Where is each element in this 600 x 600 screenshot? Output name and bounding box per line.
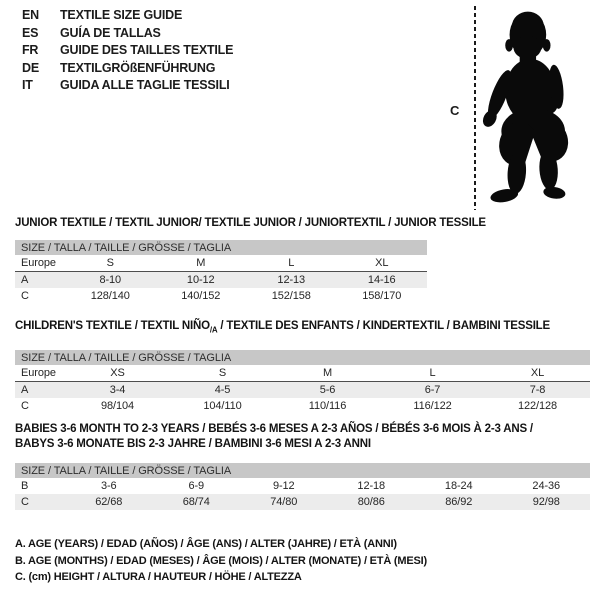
cell: 6-7 (380, 382, 485, 399)
table-row (15, 398, 590, 414)
table-row (15, 382, 590, 399)
cell: 3-4 (65, 382, 170, 399)
cell: 80/86 (328, 494, 416, 510)
cell: 110/116 (308, 400, 347, 412)
row-label: C (15, 494, 65, 510)
toddler-silhouette-icon (480, 2, 596, 214)
cell: 140/152 (181, 290, 221, 302)
cell: 6-9 (188, 480, 205, 492)
cell: 86/92 (415, 494, 503, 510)
children-table-title (15, 319, 550, 337)
cell: 68/74 (153, 494, 241, 510)
junior-table-title: JUNIOR TEXTILE / TEXTIL JUNIOR/ TEXTILE JUNIOR / JUNIORTEXTIL / JUNIOR TESSILE (15, 217, 486, 229)
lang-code: IT (22, 78, 33, 92)
cell: 3-6 (100, 480, 117, 492)
table-row (15, 255, 427, 272)
cell: 62/68 (65, 494, 153, 510)
children-size-table (15, 350, 590, 414)
lang-title: GUIDA ALLE TAGLIE TESSILI (60, 78, 230, 92)
cell: 158/170 (362, 290, 402, 302)
cell: 14-16 (337, 272, 428, 289)
size-header-bar: SIZE / TALLA / TAILLE / GRÖSSE / TAGLIA (15, 350, 590, 365)
cell: L (380, 365, 485, 382)
row-label: C (21, 290, 29, 302)
cell: 18-24 (444, 480, 473, 492)
row-label: A (15, 382, 65, 399)
cell: 12-18 (357, 480, 386, 492)
cell: 122/128 (517, 400, 558, 412)
row-label: C (21, 400, 29, 412)
row-label: A (15, 272, 65, 289)
cell: 5-6 (275, 382, 380, 399)
cell: 152/158 (271, 290, 311, 302)
table-row (15, 494, 590, 510)
lang-row-es (22, 25, 233, 43)
title-line-2: BABYS 3-6 MONATE BIS 2-3 JAHRE / BAMBINI 3-6 MESI A 2-3 ANNI (15, 438, 371, 450)
cell: XS (65, 365, 170, 382)
cell: M (156, 255, 247, 272)
title-subscript: /A (209, 325, 218, 335)
lang-code: EN (22, 8, 39, 22)
lang-code: DE (22, 60, 39, 75)
table-row (15, 288, 427, 304)
footnotes (15, 536, 427, 586)
cell: 74/80 (240, 494, 328, 510)
cell: 8-10 (65, 272, 156, 289)
cell: M (275, 365, 380, 382)
footnote-a: A. AGE (YEARS) / EDAD (AÑOS) / ÂGE (ANS) / ALTER (JAHRE) / ETÀ (ANNI) (15, 538, 397, 550)
babies-size-table (15, 463, 590, 510)
title-text: / TEXTILE DES ENFANTS / KINDERTEXTIL / BAMBINI TESSILE (217, 320, 550, 332)
cell: 9-12 (272, 480, 295, 492)
cell: XL (337, 255, 428, 272)
cell: S (170, 365, 275, 382)
babies-table-title (15, 422, 575, 452)
title-line-1: BABIES 3-6 MONTH TO 2-3 YEARS / BEBÉS 3-6 MESES A 2-3 AÑOS / BÉBÉS 3-6 MOIS À 2-3 ANS / (15, 423, 533, 435)
cell: L (246, 255, 337, 272)
size-header-bar: SIZE / TALLA / TAILLE / GRÖSSE / TAGLIA (15, 463, 590, 478)
cell: 10-12 (156, 272, 247, 289)
cell: 12-13 (246, 272, 337, 289)
lang-title: GUÍA DE TALLAS (60, 25, 161, 40)
cell: 116/122 (413, 400, 452, 412)
footnote-b: B. AGE (MONTHS) / EDAD (MESES) / ÂGE (MOIS) / ALTER (MONATE) / ETÀ (MESI) (15, 554, 427, 567)
footnote-c: C. (cm) HEIGHT / ALTURA / HAUTEUR / HÖHE / ALTEZZA (15, 571, 302, 583)
table-row (15, 365, 590, 382)
row-label: Europe (15, 255, 65, 272)
row-label: B (21, 480, 29, 492)
lang-code: FR (22, 43, 39, 57)
table-row (15, 478, 590, 494)
cell: S (65, 255, 156, 272)
junior-size-table (15, 240, 427, 304)
height-measure-label: C (450, 103, 460, 118)
cell: 128/140 (90, 290, 130, 302)
cell: 98/104 (100, 400, 135, 412)
height-reference-line (474, 6, 476, 210)
size-header-bar: SIZE / TALLA / TAILLE / GRÖSSE / TAGLIA (15, 240, 427, 255)
lang-row-en (22, 7, 233, 25)
cell: XL (485, 365, 590, 382)
lang-title: TEXTILE SIZE GUIDE (60, 8, 183, 22)
cell: 104/110 (203, 400, 242, 412)
language-header (22, 7, 233, 95)
lang-row-it (22, 77, 233, 95)
lang-row-de (22, 60, 233, 78)
lang-title: GUIDE DES TAILLES TEXTILE (60, 43, 234, 57)
table-row (15, 272, 427, 289)
cell: 7-8 (485, 382, 590, 399)
cell: 92/98 (503, 494, 591, 510)
lang-code: ES (22, 25, 39, 40)
lang-title: TEXTILGRÖßENFÜHRUNG (60, 60, 216, 75)
lang-row-fr (22, 42, 233, 60)
title-text: CHILDREN'S TEXTILE / TEXTIL NIÑO (15, 320, 210, 332)
cell: 24-36 (532, 480, 561, 492)
row-label: Europe (15, 365, 65, 382)
cell: 4-5 (170, 382, 275, 399)
